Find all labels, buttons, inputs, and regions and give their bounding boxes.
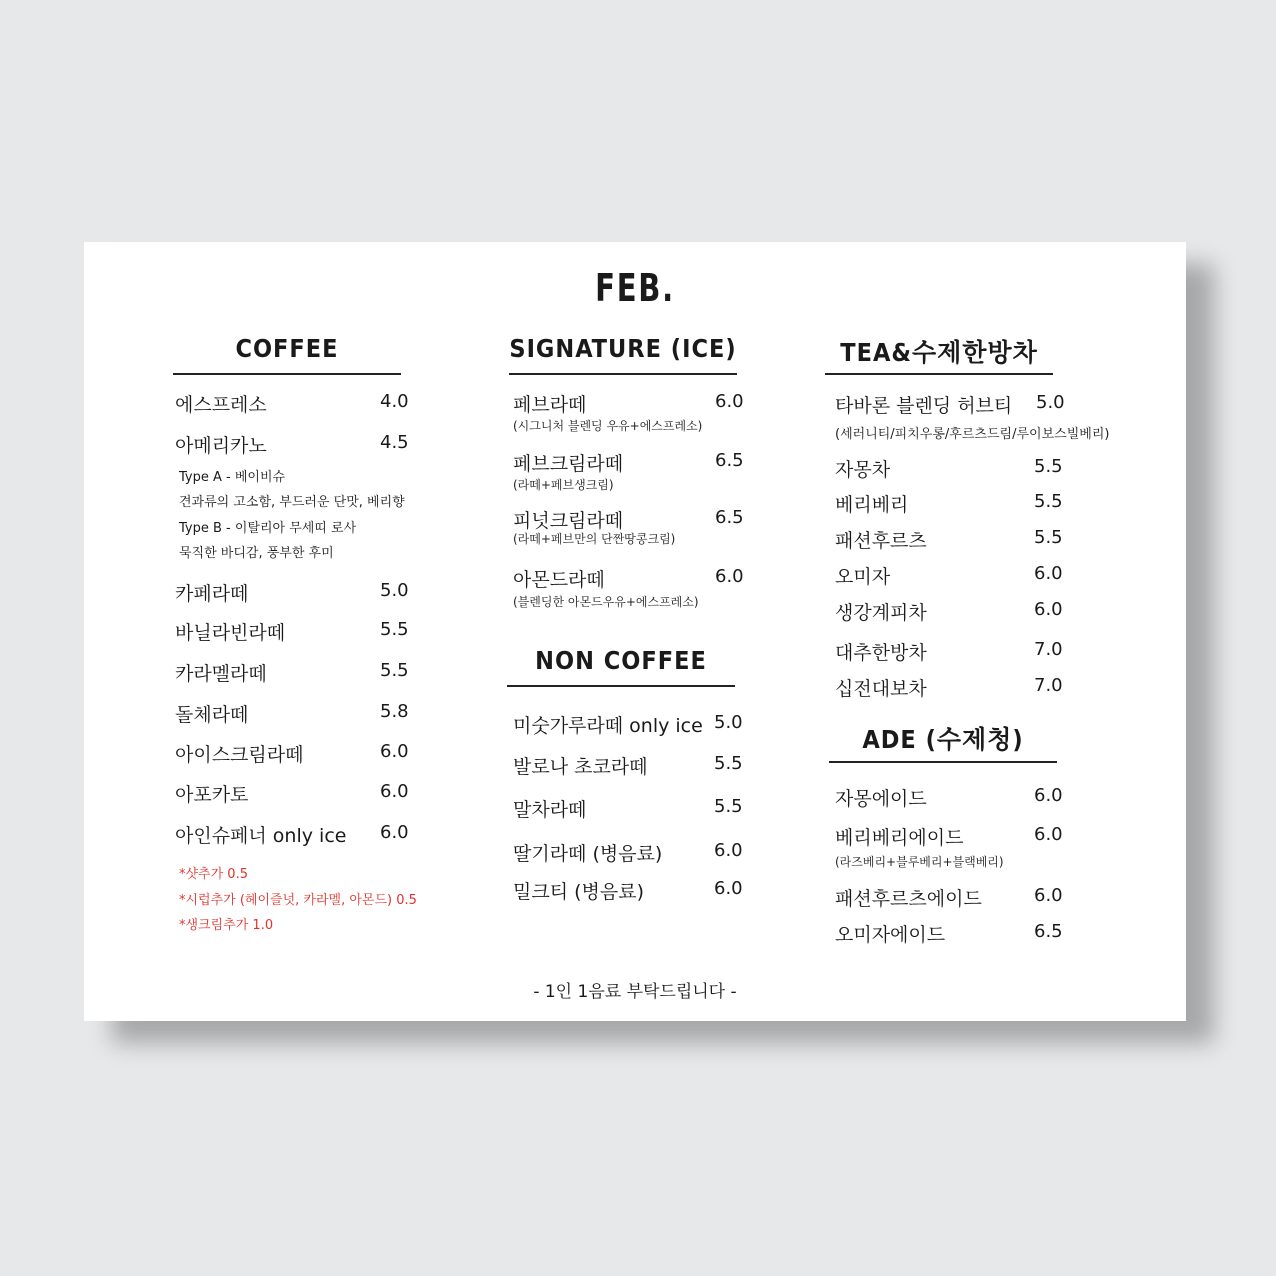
item-price: 6.0 xyxy=(714,878,743,899)
item-name: 에스프레소 xyxy=(175,394,267,416)
item-name: 자몽차 xyxy=(835,459,891,481)
item-price: 5.5 xyxy=(714,753,743,774)
item-note: (블렌딩한 아몬드우유+에스프레소) xyxy=(513,595,699,609)
item-price: 5.8 xyxy=(380,701,409,722)
signature-title: SIGNATURE (ICE) xyxy=(509,334,737,363)
bean-description: Type A - 베이비슈 xyxy=(179,470,286,485)
bean-description: 견과류의 고소함, 부드러운 단맛, 베리향 xyxy=(179,495,405,510)
item-price: 5.0 xyxy=(1036,392,1065,413)
item-name: 밀크티 (병음료) xyxy=(513,881,644,903)
item-name: 타바론 블렌딩 허브티 xyxy=(835,395,1013,417)
item-name: 십전대보차 xyxy=(835,678,927,700)
coffee-divider xyxy=(173,373,401,375)
item-name: 딸기라떼 (병음료) xyxy=(513,843,663,865)
item-price: 5.5 xyxy=(1034,491,1063,512)
item-name: 피넛크림라떼 xyxy=(513,510,624,532)
item-price: 7.0 xyxy=(1034,639,1063,660)
signature-divider xyxy=(509,373,737,375)
extra-option: *생크림추가 1.0 xyxy=(179,918,274,933)
brand-title: FEB. xyxy=(595,266,675,310)
tea-title: TEA&수제한방차 xyxy=(840,338,1038,367)
item-price: 5.0 xyxy=(714,712,743,733)
item-price: 6.0 xyxy=(1034,785,1063,806)
ade-title: ADE (수제청) xyxy=(862,725,1024,754)
item-price: 6.0 xyxy=(380,781,409,802)
item-price: 6.0 xyxy=(380,822,409,843)
item-price: 6.0 xyxy=(715,391,744,412)
coffee-title: COFFEE xyxy=(235,334,339,363)
item-price: 6.5 xyxy=(1034,921,1063,942)
item-name: 오미자에이드 xyxy=(835,924,946,946)
item-price: 6.0 xyxy=(1034,824,1063,845)
item-name: 미숫가루라떼 only ice xyxy=(513,715,703,737)
item-note: (세러니티/피치우롱/후르츠드림/루이보스빌베리) xyxy=(835,427,1110,442)
item-name: 패션후르츠 xyxy=(835,530,927,552)
item-name: 아몬드라떼 xyxy=(513,569,605,591)
item-name: 패션후르츠에이드 xyxy=(835,888,982,910)
item-note: (라즈베리+블루베리+블랙베리) xyxy=(835,855,1004,869)
noncoffee-title: NON COFFEE xyxy=(535,646,707,675)
item-name: 자몽에이드 xyxy=(835,788,927,810)
extra-option: *샷추가 0.5 xyxy=(179,867,248,882)
item-price: 6.0 xyxy=(1034,885,1063,906)
footer-note: - 1인 1음료 부탁드립니다 - xyxy=(533,982,737,1002)
item-name: 말차라떼 xyxy=(513,799,587,821)
item-price: 6.0 xyxy=(715,566,744,587)
bean-description: 묵직한 바디감, 풍부한 후미 xyxy=(179,546,334,561)
item-price: 6.0 xyxy=(1034,563,1063,584)
item-price: 5.5 xyxy=(1034,527,1063,548)
item-name: 베리베리 xyxy=(835,494,909,516)
noncoffee-divider xyxy=(507,685,735,687)
item-name: 아포카토 xyxy=(175,784,249,806)
item-name: 아메리카노 xyxy=(175,435,267,457)
item-price: 6.0 xyxy=(380,741,409,762)
item-price: 5.5 xyxy=(714,796,743,817)
item-name: 페브크림라떼 xyxy=(513,453,624,475)
item-name: 페브라떼 xyxy=(513,394,587,416)
item-price: 5.0 xyxy=(380,580,409,601)
item-name: 대추한방차 xyxy=(835,642,927,664)
item-name: 바닐라빈라떼 xyxy=(175,622,286,644)
ade-divider xyxy=(829,761,1057,763)
item-name: 카라멜라떼 xyxy=(175,663,267,685)
item-name: 아이스크림라떼 xyxy=(175,744,304,766)
item-price: 4.0 xyxy=(380,391,409,412)
extra-option: *시럽추가 (헤이즐넛, 카라멜, 아몬드) 0.5 xyxy=(179,893,417,908)
item-name: 오미자 xyxy=(835,566,891,588)
item-name: 카페라떼 xyxy=(175,583,249,605)
item-price: 5.5 xyxy=(380,619,409,640)
bean-description: Type B - 이탈리아 무세띠 로사 xyxy=(179,521,357,536)
item-price: 7.0 xyxy=(1034,675,1063,696)
item-name: 아인슈페너 only ice xyxy=(175,825,347,847)
item-name: 생강계피차 xyxy=(835,602,927,624)
item-price: 4.5 xyxy=(380,432,409,453)
item-price: 6.0 xyxy=(714,840,743,861)
item-name: 베리베리에이드 xyxy=(835,827,964,849)
item-price: 6.5 xyxy=(715,450,744,471)
item-price: 6.5 xyxy=(715,507,744,528)
item-price: 5.5 xyxy=(380,660,409,681)
item-note: (시그니처 블렌딩 우유+에스프레소) xyxy=(513,419,703,433)
item-price: 5.5 xyxy=(1034,456,1063,477)
menu-card xyxy=(84,242,1186,1021)
item-price: 6.0 xyxy=(1034,599,1063,620)
item-note: (라떼+페브생크림) xyxy=(513,478,614,492)
item-name: 돌체라떼 xyxy=(175,704,249,726)
tea-divider xyxy=(825,373,1053,375)
item-note: (라떼+페브만의 단짠땅콩크림) xyxy=(513,532,676,546)
item-name: 발로나 초코라떼 xyxy=(513,756,648,778)
